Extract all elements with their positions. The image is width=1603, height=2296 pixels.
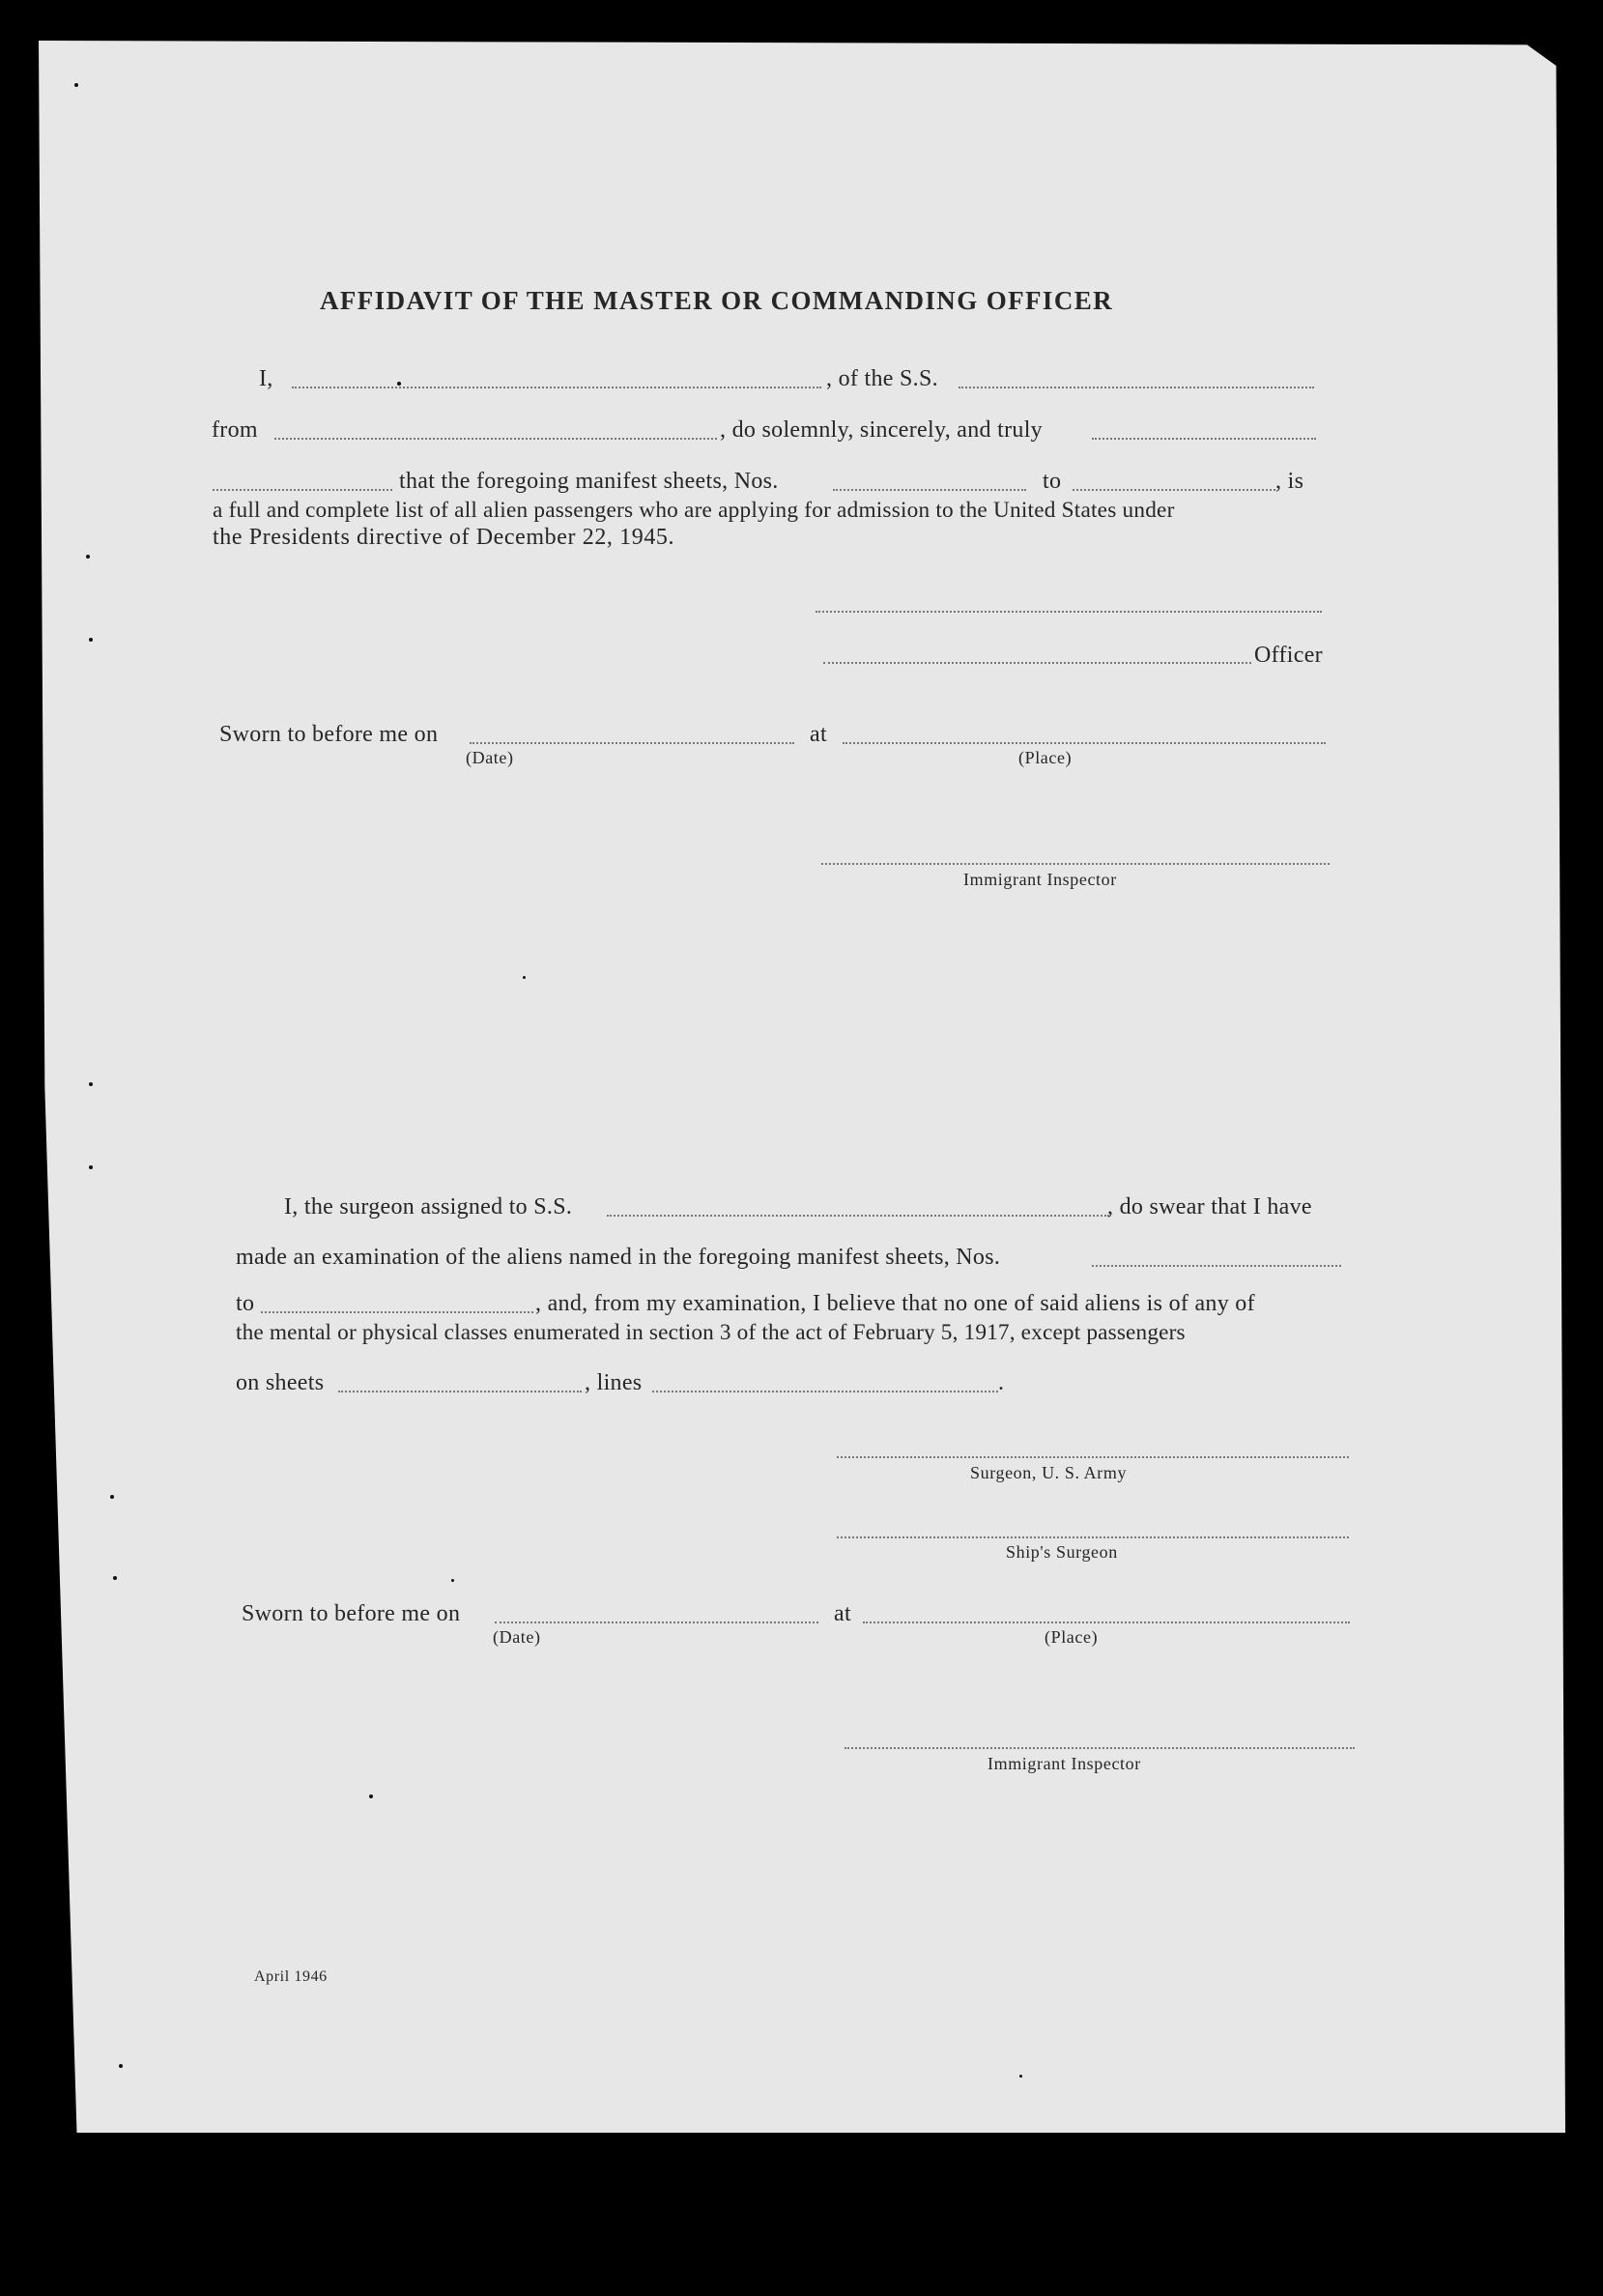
surgeon-sworn-label: Sworn to before me on [242,1601,461,1626]
officer-signature-field-2[interactable] [823,662,1251,664]
sheet-nos-to-field[interactable] [1073,489,1275,491]
army-surgeon-signature-field[interactable] [837,1456,1349,1458]
affidavit-line3-to: to [1043,469,1062,494]
surgeon-line3-prefix: to [236,1291,255,1316]
scan-speck [86,555,90,559]
ship-name-field[interactable] [959,387,1314,388]
master-name-field[interactable] [292,387,821,388]
army-surgeon-label: Surgeon, U. S. Army [970,1463,1128,1482]
officer-signature-field-1[interactable] [816,611,1322,613]
surgeon-line1-end: , do swear that I have [1107,1194,1312,1220]
surgeon-line4: the mental or physical classes enumerated in section 3 of the act of February 5, 1917, except passengers [236,1320,1186,1345]
place-caption: (Place) [1018,748,1073,767]
surgeon-line5-end: . [998,1370,1005,1395]
affidavit-line4: a full and complete list of all alien passengers who are applying for admission to the United States under [213,498,1175,523]
surgeon-sheets-from-field[interactable] [1092,1265,1341,1267]
sworn-place-field[interactable] [843,742,1326,744]
sworn-label: Sworn to before me on [219,722,439,747]
inspector-signature-field[interactable] [821,863,1330,865]
scan-speck [369,1794,373,1798]
date-caption: (Date) [466,748,514,767]
scan-speck [89,1082,93,1086]
affidavit-line1-mid: , of the S.S. [826,366,938,391]
scan-speck [89,1165,93,1169]
form-revision-date: April 1946 [254,1968,328,1985]
from-port-field[interactable] [274,438,717,440]
affidavit-line5: the Presidents directive of December 22, 1945. [213,525,675,550]
surgeon-sworn-place-field[interactable] [863,1622,1350,1623]
scan-speck [74,83,78,87]
scan-speck [110,1495,114,1499]
sworn-date-field[interactable] [470,742,794,744]
scan-speck [397,382,401,386]
scan-speck [523,976,526,979]
surgeon-inspector-label: Immigrant Inspector [988,1754,1141,1773]
exception-sheets-field[interactable] [338,1391,582,1392]
surgeon-line3-mid: , and, from my examination, I believe that no one of said aliens is of any of [535,1291,1255,1316]
surgeon-sheets-to-field[interactable] [261,1311,533,1313]
scan-speck [119,2064,123,2068]
surgeon-place-caption: (Place) [1045,1627,1099,1647]
affidavit-line1-prefix: I, [259,366,273,391]
affidavit-line3-mid: that the foregoing manifest sheets, Nos. [399,469,779,494]
scan-speck [451,1579,454,1582]
swear-affirm-field-continued[interactable] [213,489,392,491]
scan-speck [89,638,93,642]
exception-lines-field[interactable] [652,1391,998,1392]
affidavit-line2-prefix: from [212,417,258,443]
scan-speck [113,1576,117,1580]
affidavit-line2-mid: , do solemnly, sincerely, and truly [720,417,1043,443]
scan-speck [1019,2075,1022,2078]
surgeon-line5-prefix: on sheets [236,1370,325,1395]
form-page [39,41,1565,2133]
surgeon-inspector-signature-field[interactable] [844,1747,1355,1749]
surgeon-at-label: at [834,1601,851,1626]
ships-surgeon-signature-field[interactable] [837,1536,1349,1538]
surgeon-line5-mid: , lines [585,1370,643,1395]
sheet-nos-from-field[interactable] [833,489,1026,491]
officer-label: Officer [1254,643,1323,668]
surgeon-sworn-date-field[interactable] [495,1622,818,1623]
inspector-label: Immigrant Inspector [963,870,1117,889]
ships-surgeon-label: Ship's Surgeon [1006,1542,1118,1562]
form-title: AFFIDAVIT OF THE MASTER OR COMMANDING OFFICER [320,286,1114,315]
swear-affirm-field[interactable] [1092,438,1316,440]
surgeon-date-caption: (Date) [493,1627,541,1647]
surgeon-line2: made an examination of the aliens named in the foregoing manifest sheets, Nos. [236,1245,1001,1270]
at-label: at [810,722,827,747]
affidavit-line3-end: , is [1275,469,1304,494]
surgeon-ship-field[interactable] [607,1215,1109,1217]
surgeon-line1-prefix: I, the surgeon assigned to S.S. [284,1194,573,1220]
